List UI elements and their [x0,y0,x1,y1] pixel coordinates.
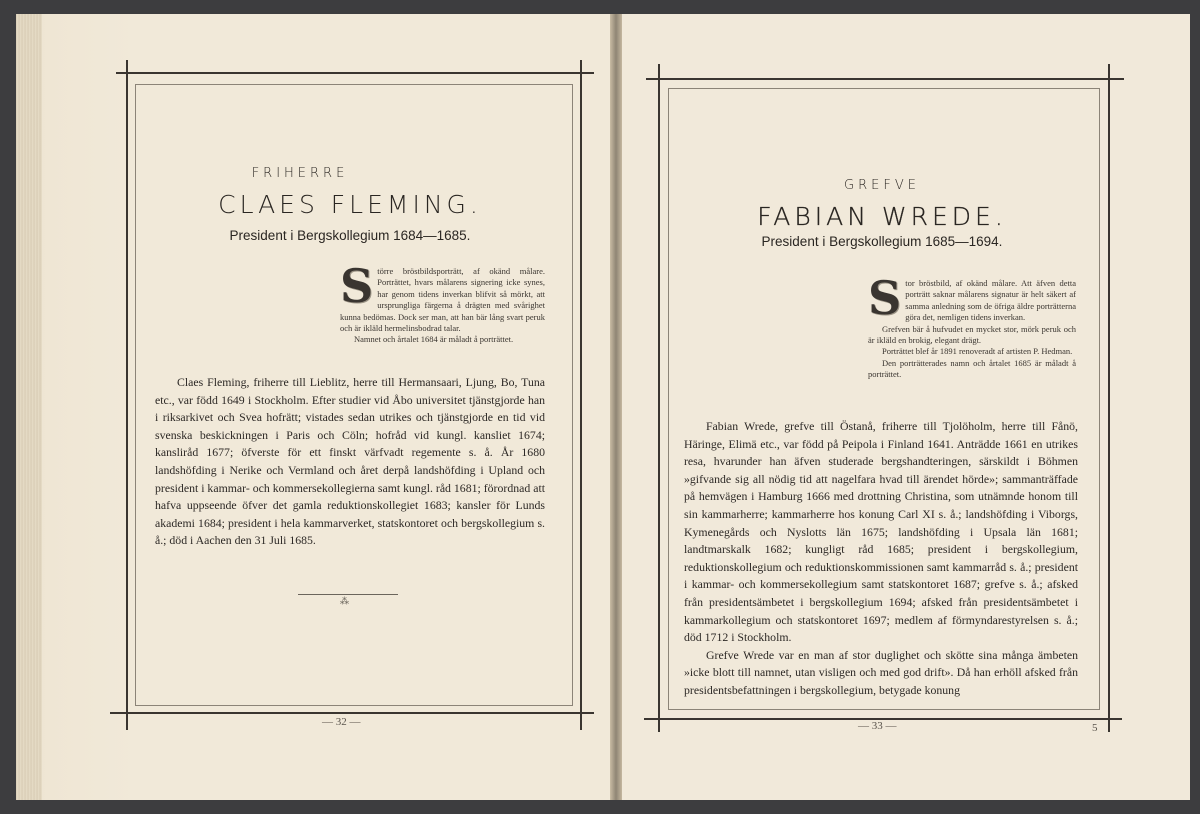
left-frame-right [580,60,582,730]
left-frame-left [126,60,128,730]
left-office: President i Bergskollegium 1684—1685. [229,228,471,243]
right-office: President i Bergskollegium 1685—1694. [761,234,1003,249]
right-name-text: FABIAN WREDE. [757,202,1007,231]
left-name [0,190,700,219]
left-name-text: CLAES FLEMING. [218,190,482,219]
right-body-text [684,418,1078,700]
left-frame-bottom [110,712,594,714]
right-note-para-1: tor bröstbild, af okänd målare. Att äfven detta porträtt saknar målarens signatur är helt säkert af samma anledning som de öfriga äldre porträtterna göra det, nemligen tidens inverkan. [905,278,1076,323]
left-body-text [155,374,545,550]
left-folio: — 32 — [322,716,361,728]
left-rank: FRIHERRE [251,166,349,181]
right-frame-right [1108,64,1110,732]
left-drop-initial: S [340,259,374,313]
right-rank: GREFVE [844,178,920,193]
right-frame-left [658,64,660,732]
page-edges [16,14,42,800]
left-portrait-note [340,259,545,346]
right-body-para-2: Grefve Wrede var en man af stor duglighet och skötte sina många ämbeten »icke blott till namnet, utan visligen och med god drift». Då han erhöll afsked från presidentsbefattningen i bergskollegium, betygade konung [684,647,1078,697]
left-note-para-2: Namnet och årtalet 1684 är måladt å porträttet. [354,334,514,345]
left-ornament: ⁂ [340,596,349,606]
right-note-para-2: Grefven bär å hufvudet en mycket stor, mörk peruk och är ikläld en brokig, elegant drägt. [868,323,1076,346]
left-frame-top [116,72,594,74]
right-name [622,202,1142,231]
left-ornament-line [298,594,398,595]
right-note-para-3: Porträttet blef år 1891 renoveradt af artisten P. Hedman. [882,346,1073,357]
right-portrait-note [868,271,1076,381]
right-folio: — 33 — [858,720,897,732]
book-gutter [610,14,622,800]
left-body-para: Claes Fleming, friherre till Lieblitz, herre till Hermansaari, Ljung, Bo, Tuna etc., var född 1649 i Stockholm. Efter studier vid Åbo universitet tjänstgjorde han i riksarkivet och Svea hofrätt; vistades sedan utrikes och tjänstgjorde en tid vid svenska beskickningen i Paris och Cöln; hofråd vid kungl. kansliet 1674; kansliråd 1677; öfverste för ett finskt värfvadt regemente s. å. År 1680 landshöfding i Nerike och Vermland och året derpå landshöfding i Upland och president i kammar- och kommersekollegierna samt kungl. råd 1681; förordnad att hafva uppseende öfver det gamla reduktionskollegiet 1683; kansler för Lunds akademi 1684; president i hela kammarverket, statskontoret och bergskollegium s. å.; död i Aachen den 31 Juli 1685. [155,375,545,548]
right-body-para-1: Fabian Wrede, grefve till Östanå, friherre till Tjolöholm, herre till Fånö, Häringe, Elimä etc., var född på Peipola i Finland 1641. Anträdde 1661 en utrikes resa, hvarunder han äfven studerade bergshandteringen, särskildt i Böhmen »gifvande sig all nödig tid att nagelfara hvad till ärendet hörde»; sammanträffade på hemvägen i Hamburg 1666 med drottning Christina, som utnämnde honom till sin kammarherre; kammarherre hos konung Carl XI s. å.; landshöfding i Viborgs, Kymenegårds och Nyslotts län 1675; landshöfding i Upsala län 1681; landtmarskalk 1682; kungligt råd 1685; president i bergskollegium, reduktionskollegium och reduktionskommissionen samt kammarråd s. å.; president i kammar- och kommersekollegium samt statskontoret 1687; grefve s. å.; afsked från presidentsämbetet i bergskollegium 1694; afsked från presidentsämbetet i kammarkollegium och statskontoret 1697; medlem af förmyndarestyrelsen s. å.; död 1712 i Stockholm. [684,419,1078,645]
left-note-para-1: törre bröstbildsporträtt, af okänd målare. Porträttet, hvars målarens signering icke synes, har genom tidens inverkan blifvit så mörkt, att ursprungliga färgerna å drägten med svårighet kunna bedömas. Dock ser man, att han bär lång svart peruk och är ikläld hermelinsbodrad talar. [340,266,545,334]
right-drop-initial: S [868,271,902,325]
right-note-para-4: Den porträtterades namn och årtalet 1685 är måladt å porträttet. [868,357,1076,380]
right-signature-mark: 5 [1092,722,1098,734]
right-frame-top [646,78,1124,80]
